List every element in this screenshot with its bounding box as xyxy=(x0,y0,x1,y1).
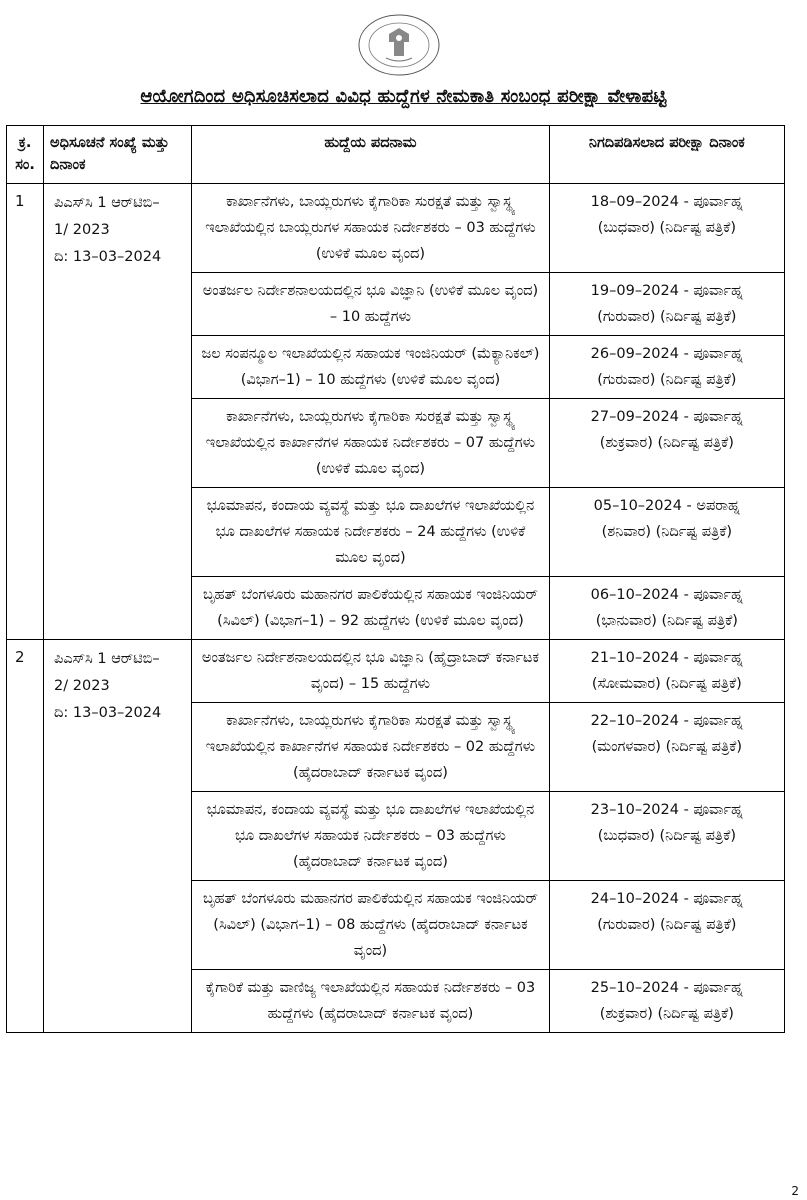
exam-day-paper: (ಗುರುವಾರ) (ನಿರ್ದಿಷ್ಟ ಪತ್ರಿಕೆ) xyxy=(597,371,737,388)
header-serial: ಕ್ರ. ಸಂ. xyxy=(7,126,44,184)
header-exam-date: ನಿಗದಿಪಡಿಸಲಾದ ಪರೀಕ್ಷಾ ದಿನಾಂಕ xyxy=(549,126,784,184)
page-title: ಆಯೋಗದಿಂದ ಅಧಿಸೂಚಿಸಲಾದ ವಿವಿಧ ಹುದ್ದೆಗಳ ನೇಮಕಾತಿ ಸಂಬಂಧ ಪರೀಕ್ಷಾ ವೇಳಾಪಟ್ಟಿ xyxy=(140,86,667,107)
post-name-cell: ಜಲ ಸಂಪನ್ಮೂಲ ಇಲಾಖೆಯಲ್ಲಿನ ಸಹಾಯಕ ಇಂಜಿನಿಯರ್ (ಮೆಕ್ಯಾನಿಕಲ್) (ವಿಭಾಗ–1) – 10 ಹುದ್ದೆಗಳು (ಉಳಿಕೆ ಮೂಲ ವೃಂದ) xyxy=(192,335,549,398)
exam-date-cell xyxy=(549,272,784,335)
serial-number-cell: 2 xyxy=(7,639,44,1032)
exam-date: 19–09–2024 - ಪೂರ್ವಾಹ್ನ xyxy=(590,282,743,299)
exam-date-cell xyxy=(549,398,784,487)
table-body xyxy=(7,183,785,1032)
post-name-cell: ಕಾರ್ಖಾನೆಗಳು, ಬಾಯ್ಲರುಗಳು ಕೈಗಾರಿಕಾ ಸುರಕ್ಷತೆ ಮತ್ತು ಸ್ವಾಸ್ಥ್ಯ ಇಲಾಖೆಯಲ್ಲಿನ ಕಾರ್ಖಾನೆಗಳ ಸಹಾಯಕ ನಿರ್ದೇಶಕರು – 07 ಹುದ್ದೆಗಳು (ಉಳಿಕೆ ಮೂಲ ವೃಂದ) xyxy=(192,398,549,487)
exam-day-paper: (ಶುಕ್ರವಾರ) (ನಿರ್ದಿಷ್ಟ ಪತ್ರಿಕೆ) xyxy=(599,434,734,451)
notification-cell xyxy=(44,639,192,1032)
exam-day-paper: (ಮಂಗಳವಾರ) (ನಿರ್ದಿಷ್ಟ ಪತ್ರಿಕೆ) xyxy=(591,738,743,755)
exam-date: 23–10–2024 - ಪೂರ್ವಾಹ್ನ xyxy=(590,801,743,818)
exam-date: 05–10–2024 - ಅಪರಾಹ್ನ xyxy=(593,497,741,514)
post-name-cell: ಬೃಹತ್ ಬೆಂಗಳೂರು ಮಹಾನಗರ ಪಾಲಿಕೆಯಲ್ಲಿನ ಸಹಾಯಕ ಇಂಜಿನಿಯರ್ (ಸಿವಿಲ್) (ವಿಭಾಗ–1) – 08 ಹುದ್ದೆಗಳು (ಹೈದರಾಬಾದ್ ಕರ್ನಾಟಕ ವೃಂದ) xyxy=(192,880,549,969)
exam-date-cell xyxy=(549,880,784,969)
exam-date: 26–09–2024 - ಪೂರ್ವಾಹ್ನ xyxy=(590,345,743,362)
post-name-cell: ಕಾರ್ಖಾನೆಗಳು, ಬಾಯ್ಲರುಗಳು ಕೈಗಾರಿಕಾ ಸುರಕ್ಷತೆ ಮತ್ತು ಸ್ವಾಸ್ಥ್ಯ ಇಲಾಖೆಯಲ್ಲಿನ ಕಾರ್ಖಾನೆಗಳ ಸಹಾಯಕ ನಿರ್ದೇಶಕರು – 02 ಹುದ್ದೆಗಳು (ಹೈದರಾಬಾದ್ ಕರ್ನಾಟಕ ವೃಂದ) xyxy=(192,702,549,791)
exam-date-cell xyxy=(549,969,784,1032)
exam-date-cell xyxy=(549,183,784,272)
exam-schedule-table xyxy=(6,125,785,1033)
notification-cell xyxy=(44,183,192,639)
notification-line: 2/ 2023 xyxy=(54,677,110,694)
table-row xyxy=(7,639,785,702)
table-row xyxy=(7,183,785,272)
exam-date-cell xyxy=(549,639,784,702)
exam-day-paper: (ಶನಿವಾರ) (ನಿರ್ದಿಷ್ಟ ಪತ್ರಿಕೆ) xyxy=(601,523,733,540)
exam-date: 24–10–2024 - ಪೂರ್ವಾಹ್ನ xyxy=(590,890,743,907)
exam-day-paper: (ಬುಧವಾರ) (ನಿರ್ದಿಷ್ಟ ಪತ್ರಿಕೆ) xyxy=(597,219,736,236)
post-name-cell: ಕೈಗಾರಿಕೆ ಮತ್ತು ವಾಣಿಜ್ಯ ಇಲಾಖೆಯಲ್ಲಿನ ಸಹಾಯಕ ನಿರ್ದೇಶಕರು – 03 ಹುದ್ದೆಗಳು (ಹೈದರಾಬಾದ್ ಕರ್ನಾಟಕ ವೃಂದ) xyxy=(192,969,549,1032)
notification-line: ದಿ: 13–03–2024 xyxy=(54,704,162,721)
notification-line: 1/ 2023 xyxy=(54,221,110,238)
header-post: ಹುದ್ದೆಯ ಪದನಾಮ xyxy=(192,126,549,184)
exam-date: 25–10–2024 - ಪೂರ್ವಾಹ್ನ xyxy=(590,979,743,996)
exam-date: 27–09–2024 - ಪೂರ್ವಾಹ್ನ xyxy=(590,408,743,425)
exam-day-paper: (ಬುಧವಾರ) (ನಿರ್ದಿಷ್ಟ ಪತ್ರಿಕೆ) xyxy=(597,827,736,844)
exam-date: 22–10–2024 - ಪೂರ್ವಾಹ್ನ xyxy=(590,712,743,729)
exam-date-cell xyxy=(549,335,784,398)
exam-date-cell xyxy=(549,487,784,576)
serial-number-cell: 1 xyxy=(7,183,44,639)
exam-day-paper: (ಗುರುವಾರ) (ನಿರ್ದಿಷ್ಟ ಪತ್ರಿಕೆ) xyxy=(597,308,737,325)
header-notification: ಅಧಿಸೂಚನೆ ಸಂಖ್ಯೆ ಮತ್ತು ದಿನಾಂಕ xyxy=(44,126,192,184)
exam-date: 06–10–2024 - ಪೂರ್ವಾಹ್ನ xyxy=(590,586,743,603)
exam-date: 21–10–2024 - ಪೂರ್ವಾಹ್ನ xyxy=(590,649,743,666)
notification-line: ದಿ: 13–03–2024 xyxy=(54,248,162,265)
notification-line: ಪಿಎಸ್‌ಸಿ 1 ಆರ್‌ಟಿಬಿ– xyxy=(54,194,160,211)
page-number: 2 xyxy=(791,1184,799,1198)
post-name-cell: ಬೃಹತ್ ಬೆಂಗಳೂರು ಮಹಾನಗರ ಪಾಲಿಕೆಯಲ್ಲಿನ ಸಹಾಯಕ ಇಂಜಿನಿಯರ್ (ಸಿವಿಲ್) (ವಿಭಾಗ–1) – 92 ಹುದ್ದೆಗಳು (ಉಳಿಕೆ ಮೂಲ ವೃಂದ) xyxy=(192,576,549,639)
exam-day-paper: (ಭಾನುವಾರ) (ನಿರ್ದಿಷ್ಟ ಪತ್ರಿಕೆ) xyxy=(595,612,738,629)
post-name-cell: ಅಂತರ್ಜಲ ನಿರ್ದೇಶನಾಲಯದಲ್ಲಿನ ಭೂ ವಿಜ್ಞಾನಿ (ಉಳಿಕೆ ಮೂಲ ವೃಂದ) – 10 ಹುದ್ದೆಗಳು xyxy=(192,272,549,335)
exam-date-cell xyxy=(549,791,784,880)
exam-date-cell xyxy=(549,576,784,639)
post-name-cell: ಭೂಮಾಪನ, ಕಂದಾಯ ವ್ಯವಸ್ಥೆ ಮತ್ತು ಭೂ ದಾಖಲೆಗಳ ಇಲಾಖೆಯಲ್ಲಿನ ಭೂ ದಾಖಲೆಗಳ ಸಹಾಯಕ ನಿರ್ದೇಶಕರು – 24 ಹುದ್ದೆಗಳು (ಉಳಿಕೆ ಮೂಲ ವೃಂದ) xyxy=(192,487,549,576)
karnataka-govt-emblem-seal-icon xyxy=(356,12,442,78)
notification-line: ಪಿಎಸ್‌ಸಿ 1 ಆರ್‌ಟಿಬಿ– xyxy=(54,650,160,667)
exam-day-paper: (ಸೋಮವಾರ) (ನಿರ್ದಿಷ್ಟ ಪತ್ರಿಕೆ) xyxy=(591,675,742,692)
post-name-cell: ಭೂಮಾಪನ, ಕಂದಾಯ ವ್ಯವಸ್ಥೆ ಮತ್ತು ಭೂ ದಾಖಲೆಗಳ ಇಲಾಖೆಯಲ್ಲಿನ ಭೂ ದಾಖಲೆಗಳ ಸಹಾಯಕ ನಿರ್ದೇಶಕರು – 03 ಹುದ್ದೆಗಳು (ಹೈದರಾಬಾದ್ ಕರ್ನಾಟಕ ವೃಂದ) xyxy=(192,791,549,880)
table-header-row xyxy=(7,126,785,184)
post-name-cell: ಅಂತರ್ಜಲ ನಿರ್ದೇಶನಾಲಯದಲ್ಲಿನ ಭೂ ವಿಜ್ಞಾನಿ (ಹೈದ್ರಾಬಾದ್ ಕರ್ನಾಟಕ ವೃಂದ) – 15 ಹುದ್ದೆಗಳು xyxy=(192,639,549,702)
exam-day-paper: (ಶುಕ್ರವಾರ) (ನಿರ್ದಿಷ್ಟ ಪತ್ರಿಕೆ) xyxy=(599,1005,734,1022)
exam-day-paper: (ಗುರುವಾರ) (ನಿರ್ದಿಷ್ಟ ಪತ್ರಿಕೆ) xyxy=(597,916,737,933)
post-name-cell: ಕಾರ್ಖಾನೆಗಳು, ಬಾಯ್ಲರುಗಳು ಕೈಗಾರಿಕಾ ಸುರಕ್ಷತೆ ಮತ್ತು ಸ್ವಾಸ್ಥ್ಯ ಇಲಾಖೆಯಲ್ಲಿನ ಬಾಯ್ಲರುಗಳ ಸಹಾಯಕ ನಿರ್ದೇಶಕರು – 03 ಹುದ್ದೆಗಳು (ಉಳಿಕೆ ಮೂಲ ವೃಂದ) xyxy=(192,183,549,272)
exam-date: 18–09–2024 - ಪೂರ್ವಾಹ್ನ xyxy=(590,193,743,210)
exam-date-cell xyxy=(549,702,784,791)
